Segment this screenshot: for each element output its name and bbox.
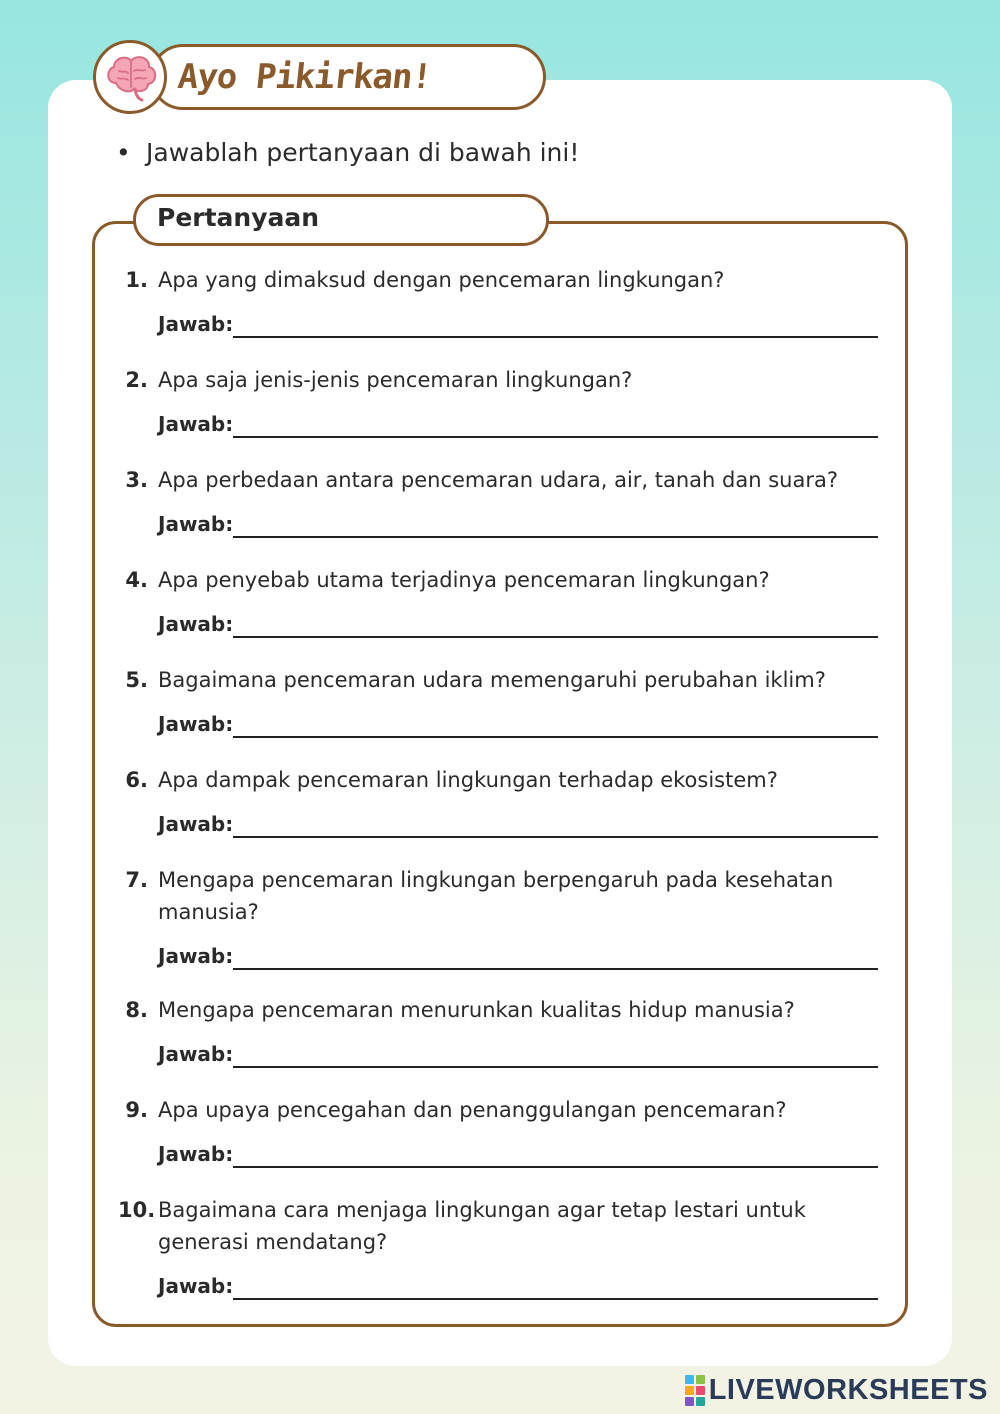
question-text: Apa dampak pencemaran lingkungan terhadap ekosistem? bbox=[158, 768, 778, 792]
footer-logo[interactable] bbox=[685, 1374, 988, 1407]
footer-brand: LIVEWORKSHEETS bbox=[708, 1374, 988, 1406]
question-number: 10. bbox=[118, 1198, 156, 1222]
question-number: 3. bbox=[125, 468, 148, 492]
question-item bbox=[118, 1194, 878, 1300]
question-number: 4. bbox=[125, 568, 148, 592]
answer-label: Jawab: bbox=[158, 1274, 234, 1298]
question-number: 2. bbox=[125, 368, 148, 392]
question-item bbox=[118, 864, 878, 970]
answer-field[interactable] bbox=[233, 1144, 878, 1168]
answer-label: Jawab: bbox=[158, 1042, 234, 1066]
section-title: Pertanyaan bbox=[157, 203, 320, 232]
answer-field[interactable] bbox=[233, 1044, 878, 1068]
question-number: 8. bbox=[125, 998, 148, 1022]
question-text: Apa yang dimaksud dengan pencemaran lingkungan? bbox=[158, 268, 725, 292]
answer-field[interactable] bbox=[233, 946, 878, 970]
answer-label: Jawab: bbox=[158, 312, 234, 336]
question-text: Bagaimana cara menjaga lingkungan agar tetap lestari untuk generasi mendatang? bbox=[158, 1198, 806, 1254]
answer-label: Jawab: bbox=[158, 512, 234, 536]
page-title: Ayo Pikirkan! bbox=[175, 57, 434, 97]
question-number: 6. bbox=[125, 768, 148, 792]
answer-field[interactable] bbox=[233, 314, 878, 338]
answer-label: Jawab: bbox=[158, 612, 234, 636]
answer-row bbox=[158, 508, 878, 538]
question-item bbox=[118, 464, 878, 538]
question-item bbox=[118, 1094, 878, 1168]
answer-row bbox=[158, 1270, 878, 1300]
question-text: Apa saja jenis-jenis pencemaran lingkungan? bbox=[158, 368, 633, 392]
question-item bbox=[118, 264, 878, 338]
question-number: 9. bbox=[125, 1098, 148, 1122]
question-number: 7. bbox=[125, 868, 148, 892]
question-text: Mengapa pencemaran lingkungan berpengaruh pada kesehatan manusia? bbox=[158, 868, 834, 924]
question-item bbox=[118, 764, 878, 838]
question-text: Apa penyebab utama terjadinya pencemaran lingkungan? bbox=[158, 568, 770, 592]
question-number: 1. bbox=[125, 268, 148, 292]
question-item bbox=[118, 664, 878, 738]
answer-row bbox=[158, 708, 878, 738]
question-item bbox=[118, 564, 878, 638]
answer-row bbox=[158, 808, 878, 838]
question-number: 5. bbox=[125, 668, 148, 692]
brain-icon bbox=[104, 53, 158, 103]
question-text: Apa upaya pencegahan dan penanggulangan pencemaran? bbox=[158, 1098, 787, 1122]
answer-row bbox=[158, 308, 878, 338]
liveworksheets-logo-icon bbox=[685, 1375, 705, 1406]
answer-field[interactable] bbox=[233, 1276, 878, 1300]
answer-label: Jawab: bbox=[158, 412, 234, 436]
answer-row bbox=[158, 408, 878, 438]
answer-field[interactable] bbox=[233, 514, 878, 538]
answer-row bbox=[158, 1138, 878, 1168]
bullet: • bbox=[116, 138, 131, 167]
question-text: Bagaimana pencemaran udara memengaruhi perubahan iklim? bbox=[158, 668, 826, 692]
question-item bbox=[118, 364, 878, 438]
question-item bbox=[118, 994, 878, 1068]
answer-row bbox=[158, 1038, 878, 1068]
answer-label: Jawab: bbox=[158, 944, 234, 968]
question-text: Mengapa pencemaran menurunkan kualitas hidup manusia? bbox=[158, 998, 795, 1022]
instruction-text: Jawablah pertanyaan di bawah ini! bbox=[146, 138, 580, 167]
answer-label: Jawab: bbox=[158, 1142, 234, 1166]
brain-badge bbox=[93, 40, 167, 114]
answer-row bbox=[158, 940, 878, 970]
answer-field[interactable] bbox=[233, 714, 878, 738]
answer-row bbox=[158, 608, 878, 638]
answer-label: Jawab: bbox=[158, 812, 234, 836]
instruction bbox=[116, 138, 579, 167]
answer-field[interactable] bbox=[233, 414, 878, 438]
question-text: Apa perbedaan antara pencemaran udara, air, tanah dan suara? bbox=[158, 468, 838, 492]
answer-field[interactable] bbox=[233, 614, 878, 638]
answer-field[interactable] bbox=[233, 814, 878, 838]
answer-label: Jawab: bbox=[158, 712, 234, 736]
